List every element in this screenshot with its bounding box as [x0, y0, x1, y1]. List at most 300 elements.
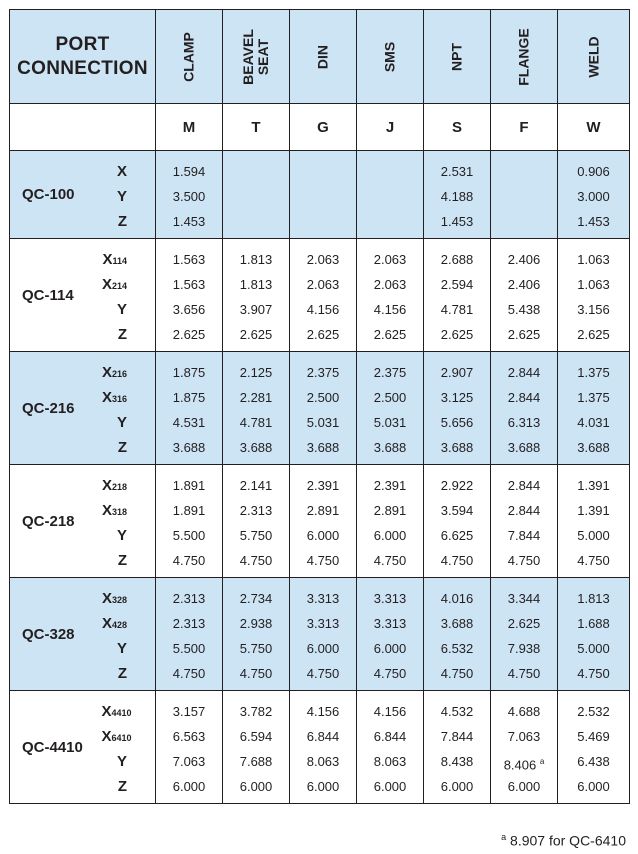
dimension-value-text: 1.594	[172, 164, 206, 179]
value-cell	[424, 578, 491, 691]
dimension-value	[491, 209, 557, 234]
axis-letter: Y	[117, 301, 128, 318]
dimension-value-text: 5.750	[239, 528, 273, 543]
value-cell	[357, 239, 424, 352]
dimension-value	[223, 209, 289, 234]
dimension-value	[491, 774, 557, 799]
dimension-value-text: 4.750	[507, 666, 541, 681]
dimension-value-text: 5.031	[373, 415, 407, 430]
column-header-label	[517, 28, 532, 86]
dimension-value	[424, 247, 490, 272]
dimension-value	[558, 586, 629, 611]
dimension-value-text: 4.781	[440, 302, 474, 317]
table-title	[10, 10, 156, 104]
dimension-value-text: 3.688	[373, 440, 407, 455]
dimension-value-text: 2.938	[239, 616, 273, 631]
dimension-value	[290, 661, 356, 686]
axis-subscript: 4410	[111, 708, 132, 718]
value-cell	[491, 691, 558, 804]
axis-letter: Y	[117, 527, 128, 544]
dimension-value	[357, 774, 423, 799]
dimension-value-text: 4.750	[373, 553, 407, 568]
dimension-value-text: 1.063	[577, 252, 610, 267]
model-group-row	[10, 465, 630, 578]
dimension-value	[558, 523, 629, 548]
model-group-row	[10, 352, 630, 465]
axis-label	[102, 498, 156, 523]
model-name: QC-114	[10, 239, 102, 352]
dimension-value-text: 4.750	[239, 666, 273, 681]
footnote-reference: a	[539, 757, 545, 766]
dimension-value-text: 6.000	[306, 528, 340, 543]
dimension-value-text: 2.907	[440, 365, 474, 380]
dimension-value	[156, 724, 222, 749]
dimension-value	[558, 611, 629, 636]
dimension-value	[156, 385, 222, 410]
dimension-value-text: 3.688	[577, 440, 610, 455]
axis-labels	[102, 352, 156, 465]
column-code: W	[558, 104, 630, 151]
axis-label	[102, 661, 156, 686]
dimension-value	[357, 548, 423, 573]
dimension-value	[290, 611, 356, 636]
dimension-value	[491, 385, 557, 410]
dimension-value-text: 2.891	[373, 503, 407, 518]
dimension-value	[290, 410, 356, 435]
dimension-value-text: 1.375	[577, 390, 610, 405]
dimension-value-text: 4.750	[172, 666, 206, 681]
dimension-value	[156, 523, 222, 548]
column-header-label	[182, 32, 197, 82]
dimension-value-text: 2.406	[507, 277, 541, 292]
dimension-value-text: 2.406	[507, 252, 541, 267]
dimension-value	[357, 209, 423, 234]
axis-letter: Y	[117, 414, 128, 431]
dimension-value-text: 8.438	[440, 754, 474, 769]
value-cell	[223, 578, 290, 691]
axis-letter: X	[101, 389, 112, 406]
axis-letter: X	[101, 477, 112, 494]
value-cell	[424, 465, 491, 578]
dimension-value	[357, 611, 423, 636]
dimension-value	[290, 297, 356, 322]
value-cell	[223, 691, 290, 804]
dimension-value	[491, 498, 557, 523]
model-group-row	[10, 239, 630, 352]
dimension-value-text: 2.594	[440, 277, 474, 292]
dimension-value	[223, 272, 289, 297]
dimension-value	[491, 435, 557, 460]
value-cell	[156, 352, 223, 465]
dimension-value	[491, 749, 557, 774]
dimension-value-text: 4.532	[440, 704, 474, 719]
dimension-value-text: 6.844	[306, 729, 340, 744]
dimension-value	[223, 611, 289, 636]
dimension-value	[357, 523, 423, 548]
dimension-value	[357, 724, 423, 749]
dimension-value-text: 5.000	[577, 528, 610, 543]
column-code: J	[357, 104, 424, 151]
dimension-value	[223, 297, 289, 322]
column-header	[357, 10, 424, 104]
axis-letter: X	[117, 163, 128, 180]
dimension-value-text: 3.688	[507, 440, 541, 455]
dimension-value-text: 3.594	[440, 503, 474, 518]
footnote-mark: a	[501, 832, 507, 842]
axis-label	[102, 774, 156, 799]
dimension-value	[558, 473, 629, 498]
value-cell	[290, 691, 357, 804]
dimension-value-text: 3.688	[440, 616, 474, 631]
column-header-label	[316, 44, 331, 68]
value-cell	[156, 465, 223, 578]
dimension-value-text: 0.906	[577, 164, 610, 179]
dimension-value-text: 2.125	[239, 365, 273, 380]
axis-letter: X	[101, 590, 112, 607]
axis-letter: X	[101, 502, 112, 519]
dimension-value-text: 6.532	[440, 641, 474, 656]
dimension-value-text: 6.000	[172, 779, 206, 794]
dimension-value	[424, 661, 490, 686]
dimension-value	[424, 586, 490, 611]
dimension-value-text: 4.156	[373, 302, 407, 317]
dimension-value-text: 5.500	[172, 641, 206, 656]
dimension-value-text: 3.344	[507, 591, 541, 606]
dimension-value	[424, 209, 490, 234]
dimension-value-text: 6.000	[306, 779, 340, 794]
axis-label	[102, 209, 156, 234]
dimension-value-text: 6.000	[373, 528, 407, 543]
dimension-value	[223, 360, 289, 385]
dimension-value	[223, 724, 289, 749]
axis-label	[102, 548, 156, 573]
dimension-value-text: 7.844	[507, 528, 541, 543]
column-header-line: FLANGE	[515, 27, 532, 86]
dimension-value-text: 2.281	[239, 390, 273, 405]
value-cell	[558, 691, 630, 804]
table-title-line: CONNECTION	[17, 57, 148, 79]
dimension-value	[290, 774, 356, 799]
axis-labels	[102, 239, 156, 352]
dimension-value-text: 2.532	[577, 704, 610, 719]
dimension-value-text: 2.063	[373, 277, 407, 292]
code-row-blank	[10, 104, 156, 151]
dimension-value	[156, 297, 222, 322]
dimension-value-text: 7.063	[172, 754, 206, 769]
dimension-value-text: 1.891	[172, 503, 206, 518]
dimension-value	[223, 473, 289, 498]
dimension-value-text: 6.000	[373, 641, 407, 656]
dimension-value-text: 4.750	[577, 553, 610, 568]
dimension-value	[491, 724, 557, 749]
dimension-value-text: 6.563	[172, 729, 206, 744]
dimension-value-text: 5.750	[239, 641, 273, 656]
dimension-value-text: 2.844	[507, 365, 541, 380]
dimension-value	[290, 498, 356, 523]
dimension-value	[558, 385, 629, 410]
dimension-value-text: 4.781	[239, 415, 273, 430]
value-cell	[290, 352, 357, 465]
value-cell	[424, 691, 491, 804]
axis-label	[102, 523, 156, 548]
dimension-value-text: 5.656	[440, 415, 474, 430]
model-name: QC-100	[10, 151, 102, 239]
dimension-value-text: 4.688	[507, 704, 541, 719]
axis-label	[102, 322, 156, 347]
column-header-line: SMS	[381, 41, 398, 72]
dimension-value-text: 3.688	[239, 440, 273, 455]
dimension-value-text: 4.031	[577, 415, 610, 430]
dimension-value	[558, 184, 629, 209]
column-header-line: CLAMP	[180, 31, 197, 82]
value-cell	[357, 352, 424, 465]
dimension-value	[290, 159, 356, 184]
dimension-value	[156, 699, 222, 724]
column-header-label	[383, 41, 398, 71]
dimension-value-text: 6.844	[373, 729, 407, 744]
dimension-value	[156, 661, 222, 686]
dimension-value-text: 3.313	[306, 591, 340, 606]
dimension-value	[491, 247, 557, 272]
dimension-value	[223, 410, 289, 435]
dimension-value	[223, 184, 289, 209]
dimension-value	[223, 548, 289, 573]
dimension-value	[290, 586, 356, 611]
dimension-value-text: 1.453	[577, 214, 610, 229]
dimension-value	[424, 611, 490, 636]
dimension-value-text: 2.688	[440, 252, 474, 267]
dimension-value	[357, 699, 423, 724]
axis-letter: X	[101, 615, 112, 632]
dimension-value	[156, 473, 222, 498]
dimension-value-text: 1.375	[577, 365, 610, 380]
dimension-value	[223, 774, 289, 799]
dimension-value	[424, 548, 490, 573]
axis-label	[102, 699, 156, 724]
value-cell	[156, 239, 223, 352]
axis-letter: X	[101, 364, 112, 381]
dimension-value-text: 8.063	[306, 754, 340, 769]
dimension-value	[223, 636, 289, 661]
dimension-value	[156, 209, 222, 234]
value-cell	[558, 239, 630, 352]
dimension-value-text: 2.391	[306, 478, 340, 493]
dimension-value-text: 8.406	[503, 757, 537, 773]
dimension-value-text: 3.156	[577, 302, 610, 317]
dimension-value	[156, 774, 222, 799]
model-group-row	[10, 151, 630, 239]
dimension-value-text: 8.063	[373, 754, 407, 769]
column-header	[156, 10, 223, 104]
dimension-value	[290, 473, 356, 498]
dimension-value	[357, 184, 423, 209]
dimension-value	[223, 749, 289, 774]
column-header	[290, 10, 357, 104]
dimension-value-text: 2.531	[440, 164, 474, 179]
value-cell	[357, 151, 424, 239]
value-cell	[491, 151, 558, 239]
dimension-value-text: 5.438	[507, 302, 541, 317]
dimension-value-text: 5.031	[306, 415, 340, 430]
column-header-line: WELD	[585, 35, 602, 78]
axis-label	[102, 272, 156, 297]
dimension-value-text: 6.594	[239, 729, 273, 744]
dimension-value-text: 3.688	[172, 440, 206, 455]
column-header-label	[241, 29, 271, 85]
dimension-value-text: 1.391	[577, 503, 610, 518]
axis-label	[102, 360, 156, 385]
dimension-value	[424, 699, 490, 724]
dimension-value-text: 6.000	[507, 779, 541, 794]
dimension-value	[357, 297, 423, 322]
dimension-value-text: 3.782	[239, 704, 273, 719]
axis-label	[102, 473, 156, 498]
dimension-value-text: 2.625	[172, 327, 206, 342]
dimension-value-text: 3.000	[577, 189, 610, 204]
axis-letter: Y	[117, 640, 128, 657]
dimension-value-text: 2.500	[306, 390, 340, 405]
dimension-value	[156, 159, 222, 184]
dimension-value-text: 6.625	[440, 528, 474, 543]
dimension-value	[156, 611, 222, 636]
dimension-value-text: 4.016	[440, 591, 474, 606]
dimension-value	[424, 498, 490, 523]
dimension-value-text: 1.875	[172, 365, 206, 380]
axis-subscript: 428	[111, 620, 128, 630]
value-cell	[290, 239, 357, 352]
value-cell	[357, 691, 424, 804]
value-cell	[223, 465, 290, 578]
dimension-value	[290, 523, 356, 548]
value-cell	[290, 151, 357, 239]
dimension-value	[558, 410, 629, 435]
dimension-value-text: 5.000	[577, 641, 610, 656]
value-cell	[491, 239, 558, 352]
value-cell	[290, 465, 357, 578]
dimension-value-text: 6.313	[507, 415, 541, 430]
axis-letter: X	[102, 251, 113, 268]
axis-label	[102, 297, 156, 322]
value-cell	[223, 352, 290, 465]
axis-letter: Z	[117, 552, 128, 569]
dimension-value	[223, 586, 289, 611]
dimension-value-text: 3.313	[306, 616, 340, 631]
dimension-value	[290, 548, 356, 573]
dimension-value-text: 2.844	[507, 478, 541, 493]
dimension-value	[558, 661, 629, 686]
dimension-value-text: 2.844	[507, 390, 541, 405]
dimension-value-text: 4.188	[440, 189, 474, 204]
dimension-value-text: 7.688	[239, 754, 273, 769]
dimension-value-text: 2.891	[306, 503, 340, 518]
dimension-value	[558, 724, 629, 749]
dimension-value-text: 6.000	[306, 641, 340, 656]
dimension-value	[558, 636, 629, 661]
dimension-value-text: 2.625	[507, 327, 541, 342]
dimension-value	[156, 322, 222, 347]
axis-letter: X	[101, 276, 112, 293]
axis-letter: Y	[117, 753, 128, 770]
column-code: G	[290, 104, 357, 151]
dimension-value-text: 5.500	[172, 528, 206, 543]
dimension-value	[491, 322, 557, 347]
dimension-value-text: 4.750	[507, 553, 541, 568]
value-cell	[357, 465, 424, 578]
dimension-value	[290, 247, 356, 272]
dimension-value-text: 1.875	[172, 390, 206, 405]
axis-subscript: 318	[111, 507, 128, 517]
dimension-value	[558, 322, 629, 347]
dimension-value-text: 6.000	[373, 779, 407, 794]
dimension-value-text: 1.563	[172, 277, 206, 292]
dimension-value	[491, 159, 557, 184]
dimension-value	[223, 699, 289, 724]
dimension-value-text: 2.063	[373, 252, 407, 267]
value-cell	[223, 239, 290, 352]
dimension-value	[357, 159, 423, 184]
dimension-value	[223, 523, 289, 548]
dimension-value-text: 4.156	[306, 704, 340, 719]
dimension-value	[156, 435, 222, 460]
dimension-value	[156, 636, 222, 661]
dimension-value	[558, 699, 629, 724]
dimension-value	[491, 473, 557, 498]
dimension-value	[424, 435, 490, 460]
dimension-value	[223, 435, 289, 460]
model-name: QC-328	[10, 578, 102, 691]
value-cell	[424, 151, 491, 239]
axis-label	[102, 159, 156, 184]
axis-subscript: 216	[111, 369, 128, 379]
dimension-value	[223, 247, 289, 272]
dimension-value	[558, 749, 629, 774]
dimension-value	[491, 272, 557, 297]
dimension-value-text: 3.157	[172, 704, 206, 719]
dimension-value-text: 6.438	[577, 754, 610, 769]
dimension-value-text: 6.000	[440, 779, 474, 794]
dimension-value	[223, 159, 289, 184]
dimension-value	[424, 724, 490, 749]
dimension-value	[424, 410, 490, 435]
column-code: F	[491, 104, 558, 151]
dimension-value	[424, 636, 490, 661]
dimension-value-text: 7.063	[507, 729, 541, 744]
column-header-line: DIN	[314, 44, 331, 69]
dimension-value-text: 1.063	[577, 277, 610, 292]
dimension-value	[424, 473, 490, 498]
dimension-value	[424, 272, 490, 297]
axis-label	[102, 749, 156, 774]
dimension-value	[357, 586, 423, 611]
dimension-value-text: 2.375	[306, 365, 340, 380]
column-header	[424, 10, 491, 104]
dimension-value	[558, 297, 629, 322]
dimension-value-text: 4.750	[440, 553, 474, 568]
dimension-value	[558, 774, 629, 799]
dimension-value	[558, 498, 629, 523]
dimension-value-text: 2.141	[239, 478, 273, 493]
column-header-line: NPT	[448, 42, 465, 71]
dimension-value	[357, 435, 423, 460]
dimension-value	[290, 360, 356, 385]
dimension-value	[357, 247, 423, 272]
value-cell	[357, 578, 424, 691]
dimension-value-text: 4.531	[172, 415, 206, 430]
value-cell	[491, 352, 558, 465]
axis-letter: Z	[117, 778, 128, 795]
dimension-value-text: 1.891	[172, 478, 206, 493]
value-cell	[424, 352, 491, 465]
